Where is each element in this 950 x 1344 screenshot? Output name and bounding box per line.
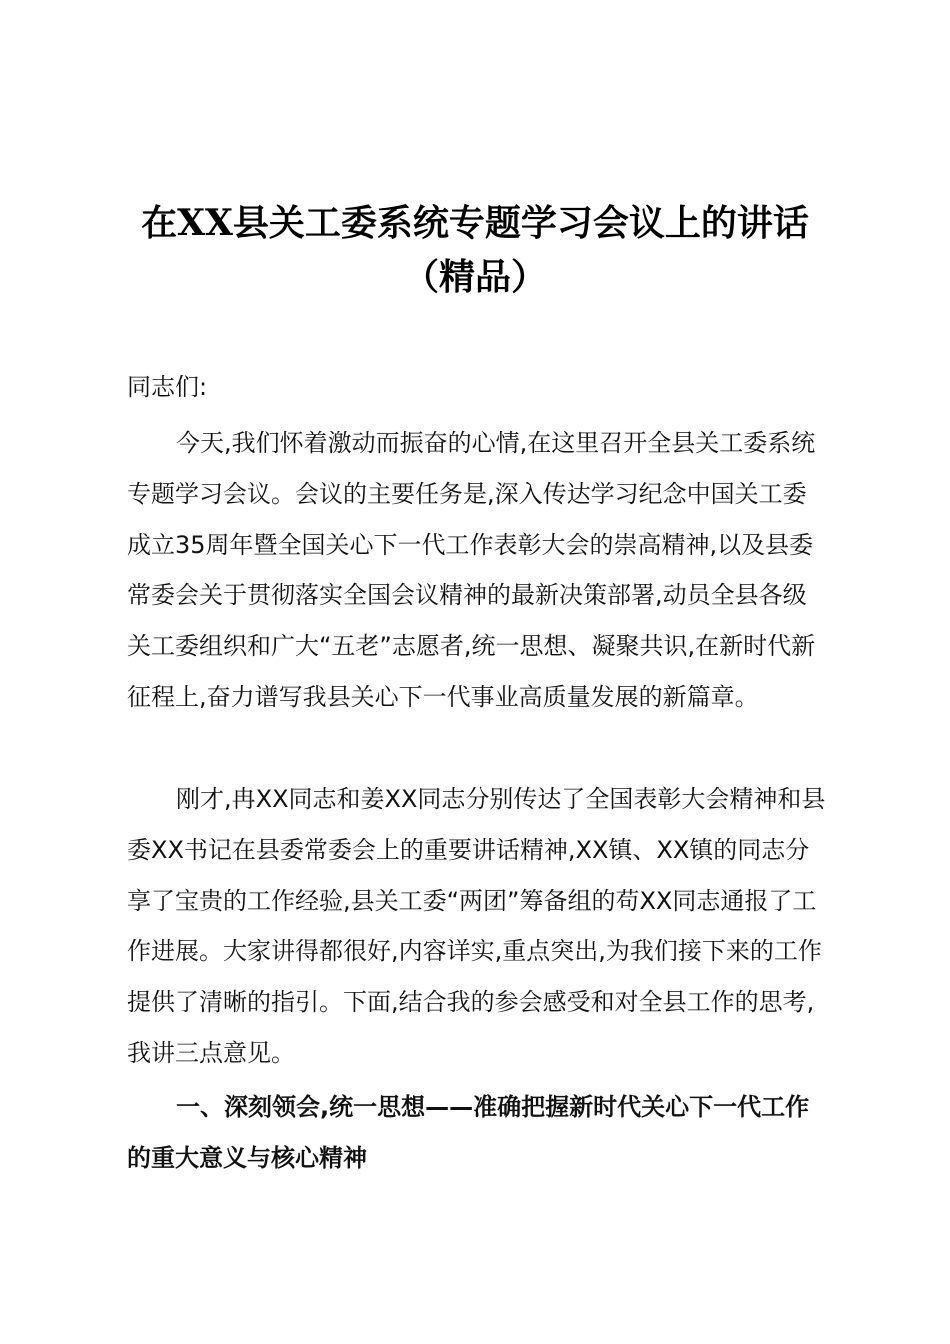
body-paragraph: 刚才,冉XX同志和姜XX同志分别传达了全国表彰大会精神和县委XX书记在县委常委会上的重要讲话精神,XX镇、XX镇的同志分享了宝贵的工作经验,县关工委“两团”筹备组的苟XX同志通报了工作进展。大家讲得都很好,内容详实,重点突出,为我们接下来的工作提供了清晰的指引。下面,结合我的参会感受和对全县工作的思考,我讲三点意见。 — [127, 785, 826, 1067]
section-heading: 一、深刻领会,统一思想——准确把握新时代关心下一代工作的重大意义与核心精神 — [127, 1093, 810, 1172]
document-title: 在XX县关工委系统专题学习会议上的讲话（精品） — [141, 202, 809, 298]
salutation: 同志们: — [127, 373, 208, 401]
body-paragraph: 今天,我们怀着激动而振奋的心情,在这里召开全县关工委系统专题学习会议。会议的主要任务是,深入传达学习纪念中国关工委成立35周年暨全国关心下一代工作表彰大会的崇高精神,以及县委常委会关于贯彻落实全国会议精神的最新决策部署,动员全县各级关工委组织和广大“五老”志愿者,统一思想、凝聚共识,在新时代新征程上,奋力谱写我县关心下一代事业高质量发展的新篇章。 — [127, 429, 816, 711]
